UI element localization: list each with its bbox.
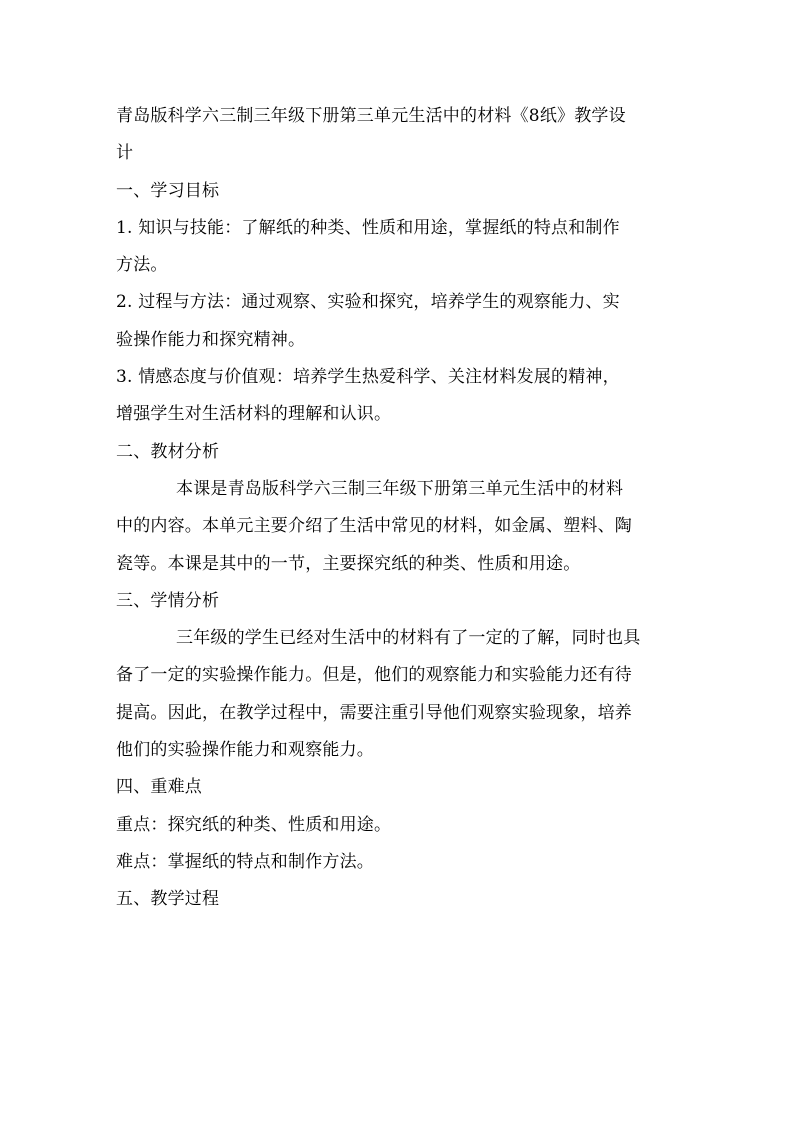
document-title-line-1: 青岛版科学六三制三年级下册第三单元生活中的材料《8纸》教学设 (116, 106, 626, 126)
section-heading-students: 三、学情分析 (116, 590, 220, 611)
textbook-paragraph-line-2: 中的内容。本单元主要介绍了生活中常见的材料，如金属、塑料、陶 (116, 516, 632, 537)
students-paragraph-line-4: 他们的实验操作能力和观察能力。 (116, 740, 374, 761)
students-paragraph-line-3: 提高。因此，在教学过程中，需要注重引导他们观察实验现象，培养 (116, 702, 632, 723)
section-heading-textbook: 二、教材分析 (116, 441, 220, 462)
students-paragraph-line-2: 备了一定的实验操作能力。但是，他们的观察能力和实验能力还有待 (116, 665, 632, 686)
difficult-point-text: 难点：掌握纸的特点和制作方法。 (116, 851, 374, 872)
objective-item-1-line-2: 方法。 (116, 255, 168, 276)
section-heading-objectives: 一、学习目标 (116, 180, 220, 201)
objective-item-2-line-1: 2. 过程与方法：通过观察、实验和探究，培养学生的观察能力、实 (116, 292, 620, 313)
objective-item-3-line-1: 3. 情感态度与价值观：培养学生热爱科学、关注材料发展的精神， (116, 367, 620, 388)
objective-item-1-line-1: 1. 知识与技能：了解纸的种类、性质和用途，掌握纸的特点和制作 (116, 217, 620, 238)
students-paragraph-line-1: 三年级的学生已经对生活中的材料有了一定的了解，同时也具 (176, 628, 641, 649)
objective-item-3-line-2: 增强学生对生活材料的理解和认识。 (116, 404, 392, 425)
objective-item-2-line-2: 验操作能力和探究精神。 (116, 329, 306, 350)
section-heading-process: 五、教学过程 (116, 889, 220, 910)
textbook-paragraph-line-3: 瓷等。本课是其中的一节，主要探究纸的种类、性质和用途。 (116, 553, 581, 574)
document-title-line-2: 计 (116, 143, 134, 164)
key-point-text: 重点：探究纸的种类、性质和用途。 (116, 814, 392, 835)
textbook-paragraph-line-1: 本课是青岛版科学六三制三年级下册第三单元生活中的材料 (176, 478, 624, 499)
section-heading-key-points: 四、重难点 (116, 777, 202, 798)
document-page (116, 98, 676, 919)
